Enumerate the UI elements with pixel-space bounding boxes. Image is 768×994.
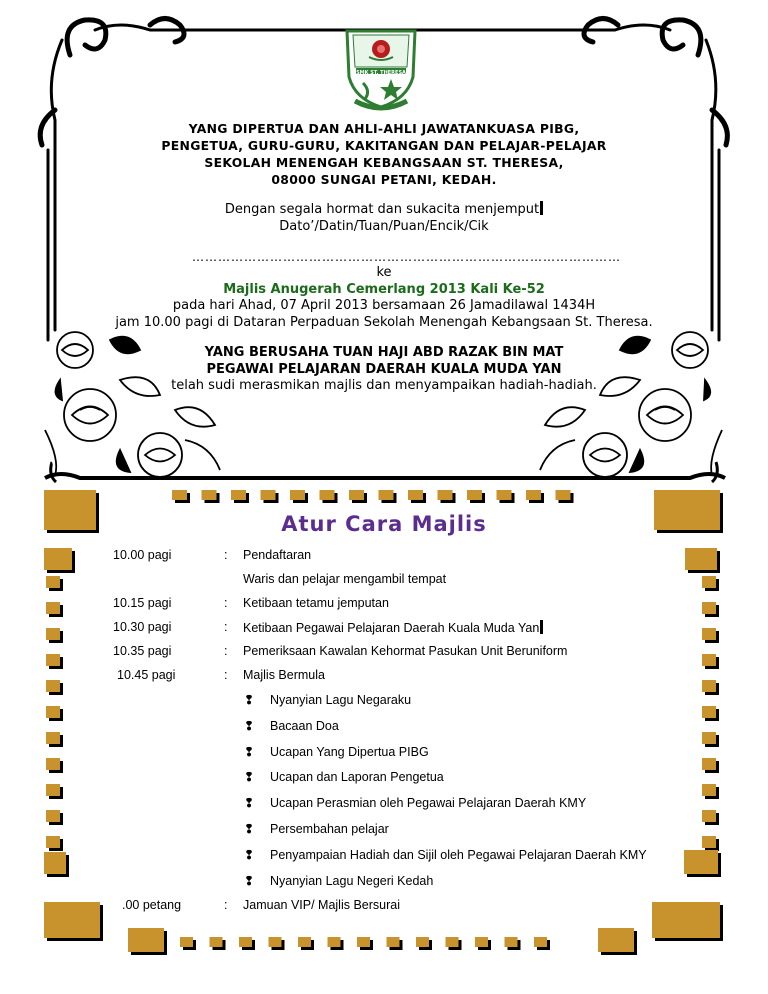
border-block [387, 937, 400, 947]
vip-title: PEGAWAI PELAJARAN DAERAH KUALA MUDA YAN [206, 361, 562, 377]
border-block [46, 654, 60, 666]
border-block [702, 732, 716, 744]
border-block [44, 902, 100, 938]
event-name: Majlis Anugerah Cemerlang 2013 Kali Ke-52 [223, 281, 545, 297]
recipient-line: SEKOLAH MENENGAH KEBANGSAAN ST. THERESA, [204, 155, 564, 170]
border-block [702, 836, 716, 848]
border-block [505, 937, 518, 947]
text-cursor [540, 201, 543, 215]
invite-block [0, 201, 768, 235]
border-block [46, 758, 60, 770]
border-block [46, 784, 60, 796]
exclamation-bullet-icon: ❢ [244, 796, 255, 810]
border-block [46, 628, 60, 640]
border-block [556, 490, 571, 500]
border-block [46, 810, 60, 822]
border-block [702, 628, 716, 640]
border-block [128, 928, 164, 952]
recipient-line: 08000 SUNGAI PETANI, KEDAH. [271, 172, 497, 187]
border-block [446, 937, 459, 947]
border-block [269, 937, 282, 947]
border-block [702, 784, 716, 796]
event-time-place: jam 10.00 pagi di Dataran Perpaduan Sekolah Menengah Kebangsaan St. Theresa. [115, 314, 653, 330]
border-block [261, 490, 276, 500]
programme-time: 10.00 pagi [113, 548, 172, 562]
border-block [320, 490, 335, 500]
programme-time: 10.35 pagi [113, 644, 172, 658]
exclamation-bullet-icon: ❢ [244, 719, 255, 733]
border-block [598, 928, 634, 952]
border-block [702, 810, 716, 822]
exclamation-bullet-icon: ❢ [244, 745, 255, 759]
programme-colon: : [224, 596, 228, 610]
border-block [202, 490, 217, 500]
border-block [702, 706, 716, 718]
ke-text: ke [376, 265, 392, 280]
border-block [702, 602, 716, 614]
programme-desc: Pemeriksaan Kawalan Kehormat Pasukan Unit Beruniform [243, 644, 568, 658]
border-block [416, 937, 429, 947]
border-block [408, 490, 423, 500]
border-block [702, 576, 716, 588]
programme-desc: Pendaftaran [243, 548, 312, 562]
exclamation-bullet-icon: ❢ [244, 693, 255, 707]
svg-text:SMK ST. THERESA: SMK ST. THERESA [356, 70, 406, 76]
programme-desc: Waris dan pelajar mengambil tempat [243, 572, 447, 586]
border-block [44, 548, 72, 570]
programme-colon: : [224, 620, 228, 634]
border-block [180, 937, 193, 947]
programme-time: 10.30 pagi [113, 620, 172, 634]
invite-text: Dengan segala hormat dan sukacita menjemput [224, 202, 540, 217]
exclamation-bullet-icon: ❢ [244, 874, 255, 888]
border-block [239, 937, 252, 947]
border-block [46, 576, 60, 588]
border-block [702, 758, 716, 770]
event-block [0, 265, 768, 331]
programme-colon: : [224, 644, 228, 658]
border-block [702, 654, 716, 666]
school-crest-icon [341, 27, 421, 111]
border-block [46, 836, 60, 848]
event-date: pada hari Ahad, 07 April 2013 bersamaan 26 Jamadilawal 1434H [172, 298, 596, 313]
border-block [172, 490, 187, 500]
text-cursor [540, 620, 543, 634]
programme-colon: : [224, 548, 228, 562]
programme-time: .00 petang [122, 898, 182, 912]
programme-desc: Ketibaan Pegawai Pelajaran Daerah Kuala Muda Yan [243, 620, 543, 635]
border-block [298, 937, 311, 947]
border-block [534, 937, 547, 947]
border-block [46, 706, 60, 718]
invite-titles: Dato’/Datin/Tuan/Puan/Encik/Cik [279, 219, 489, 234]
programme-desc: Ketibaan tetamu jemputan [243, 596, 389, 610]
border-block [210, 937, 223, 947]
border-block [349, 490, 364, 500]
border-block [684, 850, 718, 874]
name-blank-line: ……………………………………………………………………………………… [192, 250, 621, 264]
border-block [497, 490, 512, 500]
programme-title: Atur Cara Majlis [281, 512, 487, 536]
vip-block [0, 345, 768, 395]
programme-colon: : [224, 898, 228, 912]
recipient-line: PENGETUA, GURU-GURU, KAKITANGAN DAN PELAJAR-PELAJAR [161, 138, 607, 153]
exclamation-bullet-icon: ❢ [244, 822, 255, 836]
border-block [231, 490, 246, 500]
recipient-line: YANG DIPERTUA DAN AHLI-AHLI JAWATANKUASA PIBG, [188, 121, 580, 136]
vip-name: YANG BERUSAHA TUAN HAJI ABD RAZAK BIN MAT [204, 345, 564, 360]
border-block [44, 852, 66, 874]
recipient-block [0, 120, 768, 188]
border-block [46, 732, 60, 744]
programme-desc: Jamuan VIP/ Majlis Bersurai [243, 898, 401, 912]
exclamation-bullet-icon: ❢ [244, 770, 255, 784]
border-block [438, 490, 453, 500]
border-block [357, 937, 370, 947]
border-block [328, 937, 341, 947]
programme-time: 10.45 pagi [117, 668, 176, 682]
exclamation-bullet-icon: ❢ [244, 848, 255, 862]
border-block [685, 548, 717, 570]
programme-desc: Majlis Bermula [243, 668, 325, 682]
border-block [475, 937, 488, 947]
border-block [46, 680, 60, 692]
border-block [526, 490, 541, 500]
border-block [702, 680, 716, 692]
programme-colon: : [224, 668, 228, 682]
border-block [652, 902, 720, 938]
vip-note: telah sudi merasmikan majlis dan menyampaikan hadiah-hadiah. [171, 378, 597, 393]
programme-time: 10.15 pagi [113, 596, 172, 610]
border-block [290, 490, 305, 500]
border-block [46, 602, 60, 614]
border-block [379, 490, 394, 500]
border-block [467, 490, 482, 500]
